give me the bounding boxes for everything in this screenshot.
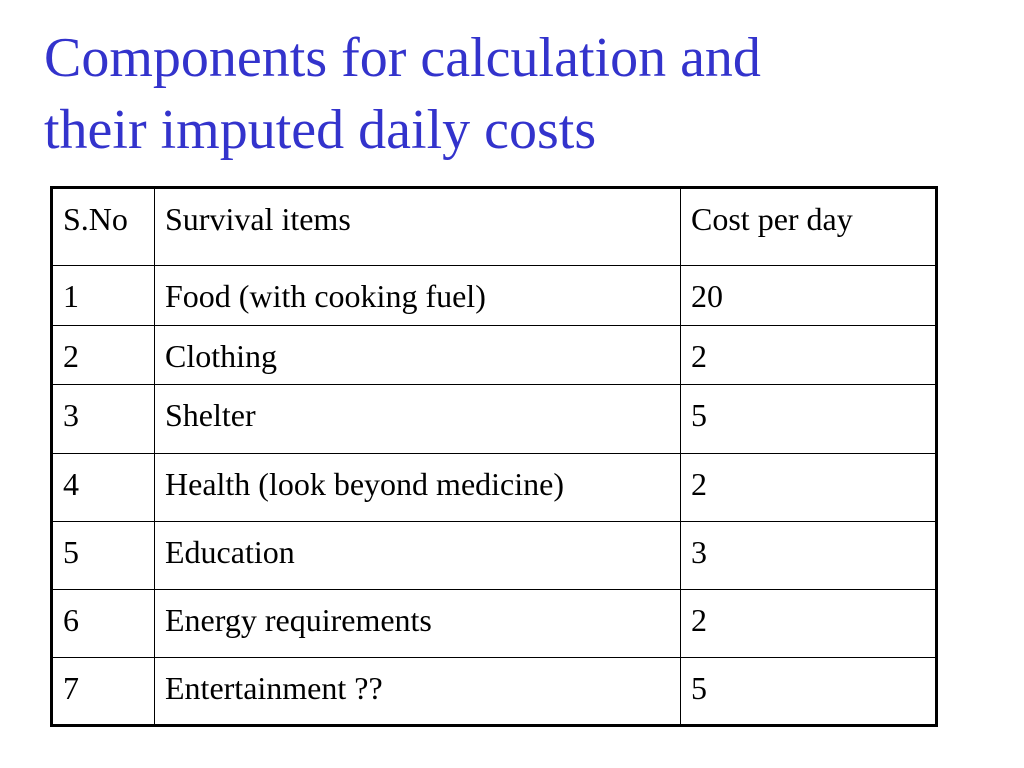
cell-sno (52, 590, 155, 658)
row-7-item: Entertainment ?? (165, 670, 383, 706)
cell-cost (681, 454, 937, 522)
row-6-cost: 2 (691, 602, 707, 638)
header-cell-sno (52, 188, 155, 266)
row-4-cost: 2 (691, 466, 707, 502)
table-row (52, 658, 937, 726)
cell-item (155, 385, 681, 454)
row-1-sno: 1 (63, 278, 79, 314)
table-header-row (52, 188, 937, 266)
table-row (52, 385, 937, 454)
row-3-sno: 3 (63, 397, 79, 433)
cell-item (155, 266, 681, 326)
row-4-item: Health (look beyond medicine) (165, 466, 564, 502)
row-6-item: Energy requirements (165, 602, 432, 638)
cell-item (155, 326, 681, 385)
row-6-sno: 6 (63, 602, 79, 638)
table-row (52, 454, 937, 522)
row-4-sno: 4 (63, 466, 79, 502)
table-row (52, 266, 937, 326)
table-row (52, 590, 937, 658)
cell-cost (681, 326, 937, 385)
cell-item (155, 658, 681, 726)
cell-cost (681, 522, 937, 590)
header-items: Survival items (165, 201, 351, 237)
row-3-cost: 5 (691, 397, 707, 433)
cell-item (155, 522, 681, 590)
cell-cost (681, 590, 937, 658)
row-7-cost: 5 (691, 670, 707, 706)
cell-item (155, 590, 681, 658)
cell-sno (52, 522, 155, 590)
cell-cost (681, 658, 937, 726)
cell-sno (52, 326, 155, 385)
row-7-sno: 7 (63, 670, 79, 706)
header-sno: S.No (63, 201, 128, 237)
row-5-sno: 5 (63, 534, 79, 570)
header-cell-items (155, 188, 681, 266)
cell-sno (52, 658, 155, 726)
table-row (52, 326, 937, 385)
header-cell-cost (681, 188, 937, 266)
cost-table (50, 186, 938, 727)
row-5-item: Education (165, 534, 295, 570)
row-2-sno: 2 (63, 338, 79, 374)
cell-cost (681, 266, 937, 326)
slide-title (44, 22, 994, 166)
row-1-item: Food (with cooking fuel) (165, 278, 486, 314)
row-3-item: Shelter (165, 397, 256, 433)
row-5-cost: 3 (691, 534, 707, 570)
cell-sno (52, 385, 155, 454)
cell-sno (52, 454, 155, 522)
row-2-item: Clothing (165, 338, 278, 374)
table-row (52, 522, 937, 590)
cell-item (155, 454, 681, 522)
row-1-cost: 20 (691, 278, 723, 314)
title-line-2: their imputed daily costs (44, 99, 597, 161)
cell-cost (681, 385, 937, 454)
header-cost: Cost per day (691, 201, 853, 237)
cell-sno (52, 266, 155, 326)
row-2-cost: 2 (691, 338, 707, 374)
title-line-1: Components for calculation and (44, 27, 761, 89)
